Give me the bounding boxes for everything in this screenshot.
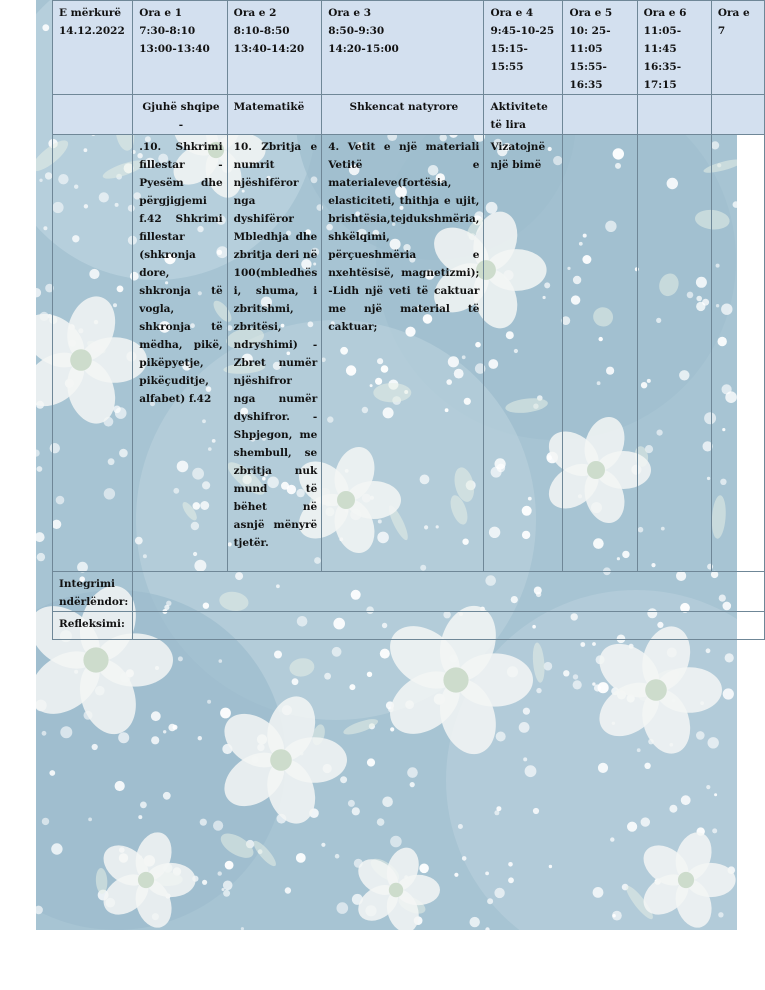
subject-cell: Shkencat natyrore: [322, 95, 484, 135]
period-header: Ora e 2 8:10-8:50 13:40-14:20: [227, 1, 322, 95]
lesson-row: [53, 135, 765, 572]
day-label: E mërkurë: [59, 7, 122, 19]
integration-value: [133, 572, 765, 612]
subject-row: [53, 95, 765, 135]
subject-cell: Matematikë: [227, 95, 322, 135]
subject-cell: [637, 95, 711, 135]
lesson-cell: [637, 135, 711, 572]
period-header: Ora e 1 7:30-8:10 13:00-13:40: [133, 1, 227, 95]
schedule-table: [52, 0, 765, 640]
period-header: Ora e 4 9:45-10-25 15:15-15:55: [484, 1, 563, 95]
date-label: 14.12.2022: [59, 25, 125, 37]
subject-cell: Aktivitete të lira: [484, 95, 563, 135]
lesson-cell: 4. Vetit e një materiali Vetitë e materialeve(fortësia, elasticiteti, thithja e ujit, brishtësia,tejdukshmëria, shkëlqimi, përçueshmëria e nxehtësisë, magnetizmi); -Lidh një veti të caktuar me një material të caktuar;: [322, 135, 484, 572]
lesson-cell: .10. Shkrimi fillestar -Pyesëm dhe përgjigjemi f.42 Shkrimi fillestar (shkronja dore, shkronja të vogla, shkronja të mëdha, pikë, pikëpyetje, pikëçuditje, alfabet) f.42: [133, 135, 227, 572]
period-header: Ora e 5 10: 25-11:05 15:55-16:35: [563, 1, 637, 95]
subject-cell: [563, 95, 637, 135]
integration-row: [53, 572, 765, 612]
lesson-row-label: [53, 135, 133, 572]
lesson-cell: Vizatojnë një bimë: [484, 135, 563, 572]
reflection-label: Refleksimi:: [53, 612, 133, 640]
period-header: Ora e 6 11:05-11:45 16:35-17:15: [637, 1, 711, 95]
lesson-cell: 10. Zbritja e numrit njëshifëror nga dyshifëror Mbledhja dhe zbritja deri në 100(mbledhës i, shuma, i zbritshmi, zbritësi, ndryshimi) -Zbret numër njëshifror nga numër dyshifror. -Shpjegon, me shembull, se zbritja nuk mund të bëhet në asnjë mënyrë tjetër.: [227, 135, 322, 572]
period-header: Ora e 7: [711, 1, 764, 95]
subject-cell: Gjuhë shqipe -: [133, 95, 227, 135]
subject-cell: [711, 95, 764, 135]
integration-label: Integrimi ndërlëndor:: [53, 572, 133, 612]
lesson-cell: [563, 135, 637, 572]
subject-row-label: [53, 95, 133, 135]
header-row: [53, 1, 765, 95]
period-header: Ora e 3 8:50-9:30 14:20-15:00: [322, 1, 484, 95]
reflection-value: [133, 612, 765, 640]
day-cell: [53, 1, 133, 95]
lesson-cell: [711, 135, 764, 572]
reflection-row: [53, 612, 765, 640]
